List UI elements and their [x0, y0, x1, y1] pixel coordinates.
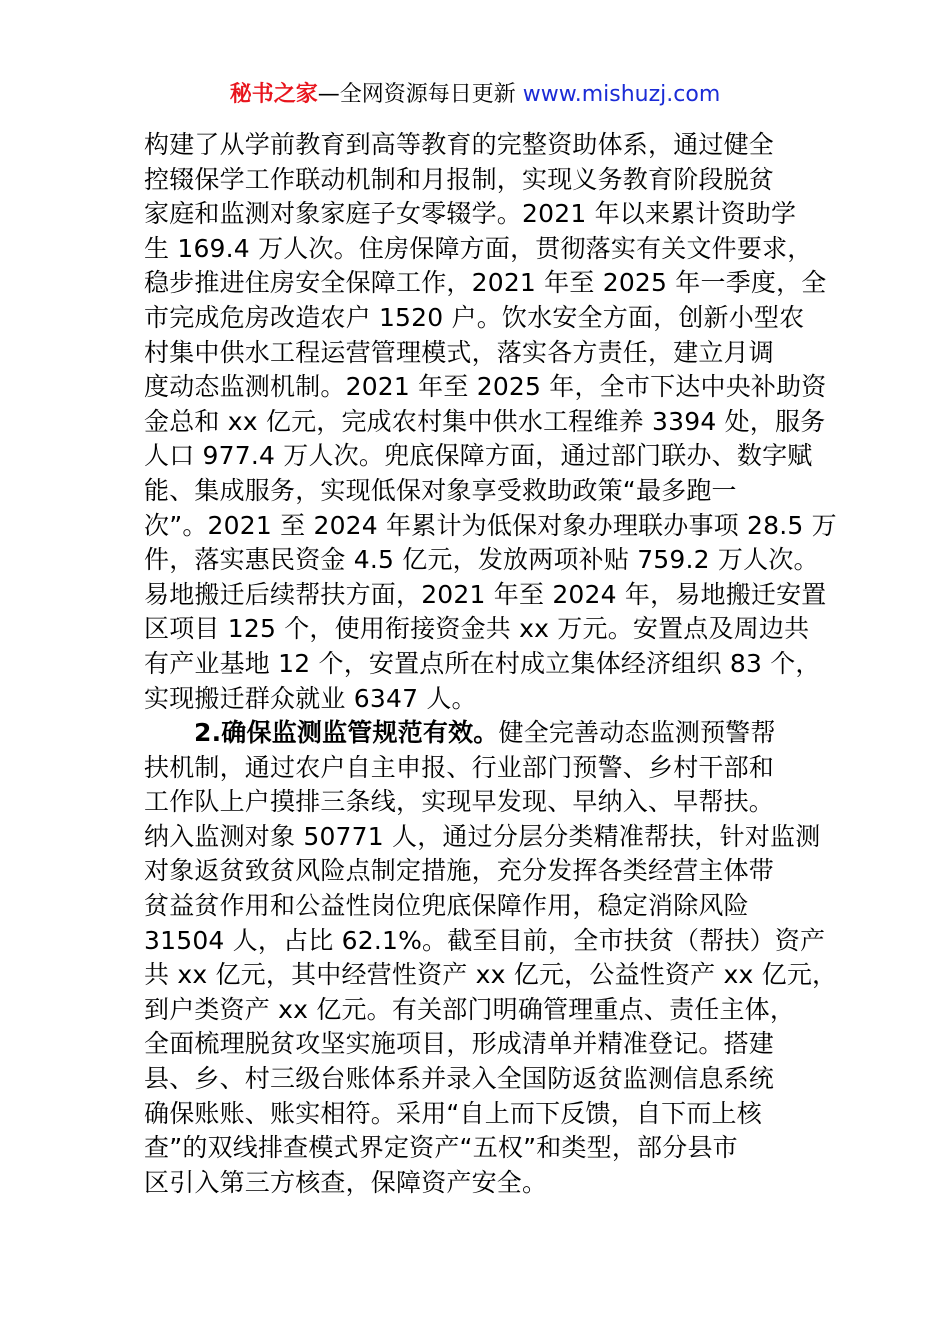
section-2-line: 确保账账、账实相符。采用“自上而下反馈，自下而上核	[144, 1098, 762, 1128]
body-line: 构建了从学前教育到高等教育的完整资助体系，通过健全	[144, 130, 775, 159]
body-line: 度动态监测机制。2021 年至 2025 年，全市下达中央补助资	[144, 372, 827, 402]
section-2-line: 全面梳理脱贫攻坚实施项目，形成清单并精准登记。搭建	[144, 1029, 775, 1059]
body-line: 生 169.4 万人次。住房保障方面，贯彻落实有关文件要求，	[144, 233, 813, 263]
body-line: 区项目 125 个，使用衔接资金共 xx 万元。安置点及周边共	[144, 614, 810, 644]
section-2-line: 到户类资产 xx 亿元。有关部门明确管理重点、责任主体，	[144, 994, 796, 1024]
section-2-line: 共 xx 亿元，其中经营性资产 xx 亿元，公益性资产 xx 亿元，	[144, 960, 838, 990]
body-line: 人口 977.4 万人次。兜底保障方面，通过部门联办、数字赋	[144, 441, 813, 471]
site-header	[0, 80, 950, 110]
section-2-line: 纳入监测对象 50771 人，通过分层分类精准帮扶，针对监测	[144, 821, 821, 851]
site-brand: 秘书之家	[229, 82, 318, 107]
section-2-line: 扶机制，通过农户自主申报、行业部门预警、乡村干部和	[144, 752, 775, 782]
section-2-first-line	[144, 716, 816, 751]
body-line: 易地搬迁后续帮扶方面，2021 年至 2024 年，易地搬迁安置	[144, 579, 827, 609]
body-line: 控辍保学工作联动机制和月报制，实现义务教育阶段脱贫	[144, 164, 775, 194]
section-2-first-line-text: 健全完善动态监测预警帮	[498, 718, 776, 748]
document-body	[144, 128, 838, 1200]
section-2-line: 区引入第三方核查，保障资产安全。	[144, 1167, 548, 1197]
body-line: 有产业基地 12 个，安置点所在村成立集体经济组织 83 个，	[144, 648, 821, 678]
site-tagline: —全网资源每日更新	[317, 82, 523, 107]
section-2-line: 查”的双线排查模式界定资产“五权”和类型，部分县市	[144, 1133, 738, 1163]
body-line: 实现搬迁群众就业 6347 人。	[144, 683, 477, 713]
section-2-line: 贫益贫作用和公益性岗位兜底保障作用，稳定消除风险	[144, 891, 749, 921]
section-2-line: 县、乡、村三级台账体系并录入全国防返贫监测信息系统	[144, 1064, 775, 1094]
body-line: 金总和 xx 亿元，完成农村集中供水工程维养 3394 处，服务	[144, 406, 826, 436]
body-line: 稳步推进住房安全保障工作，2021 年至 2025 年一季度，全	[144, 268, 827, 298]
section-2-line: 工作队上户摸排三条线，实现早发现、早纳入、早帮扶。	[144, 787, 775, 817]
section-2-line: 对象返贫致贫风险点制定措施，充分发挥各类经营主体带	[144, 856, 775, 886]
section-2-heading: 2.确保监测监管规范有效。	[194, 718, 499, 748]
body-line: 能、集成服务，实现低保对象享受救助政策“最多跑一	[144, 475, 737, 505]
body-line: 市完成危房改造农户 1520 户。饮水安全方面，创新小型农	[144, 302, 805, 332]
body-line: 村集中供水工程运营管理模式，落实各方责任，建立月调	[144, 337, 775, 367]
body-line: 家庭和监测对象家庭子女零辍学。2021 年以来累计资助学	[144, 199, 797, 229]
body-line: 次”。2021 至 2024 年累计为低保对象办理联办事项 28.5 万	[144, 510, 837, 540]
site-url-link[interactable]: www.mishuzj.com	[522, 82, 721, 107]
body-line: 件，落实惠民资金 4.5 亿元，发放两项补贴 759.2 万人次。	[144, 545, 819, 575]
section-2-line: 31504 人，占比 62.1%。截至目前，全市扶贫（帮扶）资产	[144, 925, 826, 955]
